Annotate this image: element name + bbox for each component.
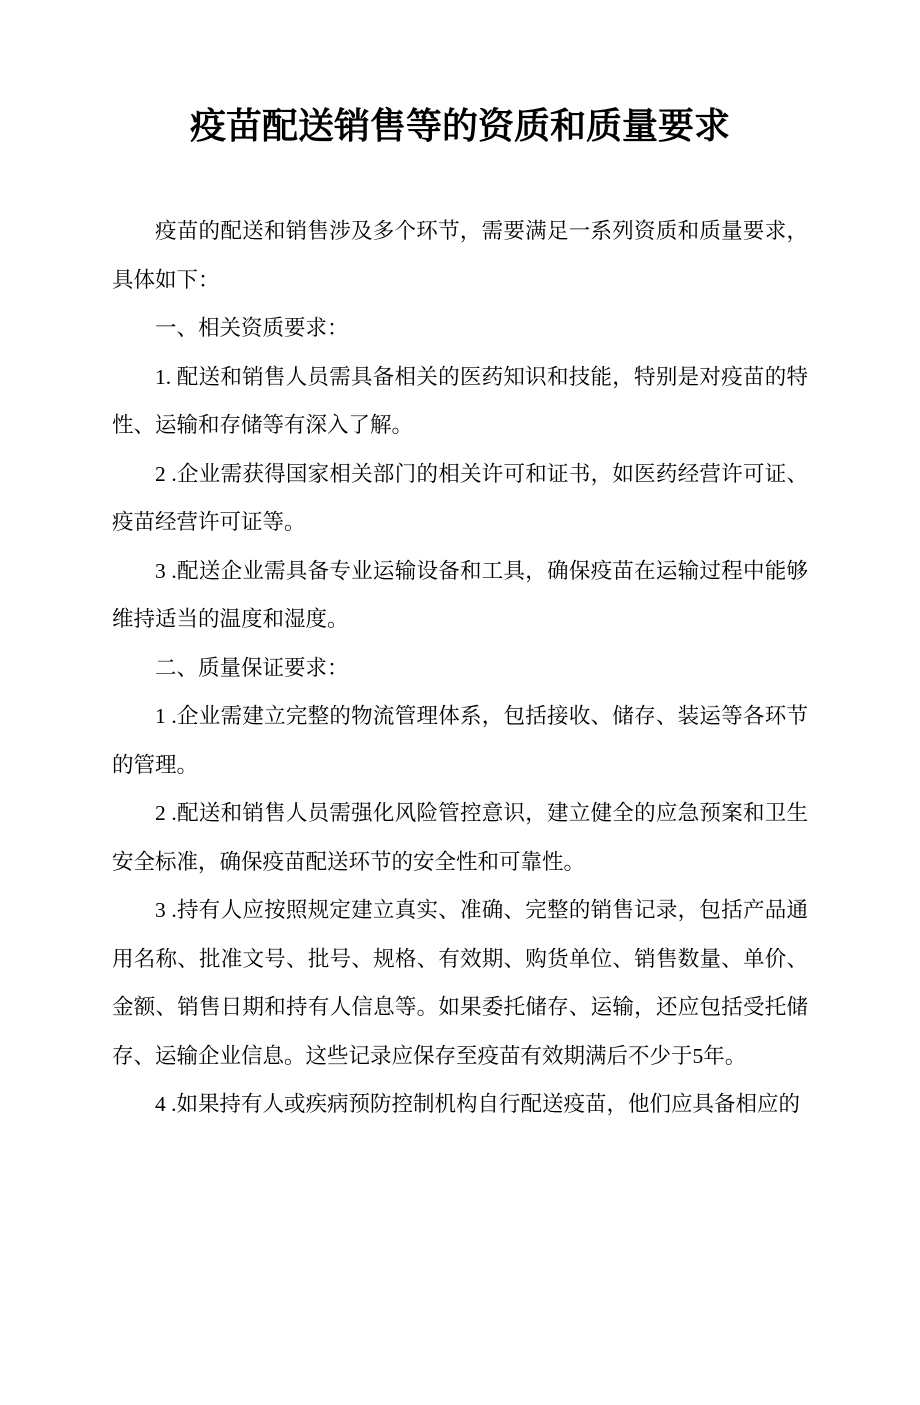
document-page	[0, 104, 920, 1405]
paragraph-item-2-1: 1 .企业需建立完整的物流管理体系，包括接收、储存、装运等各环节的管理。	[112, 704, 808, 777]
paragraph-item-1-3: 3 .配送企业需具备专业运输设备和工具，确保疫苗在运输过程中能够维持适当的温度和湿度。	[112, 558, 808, 632]
paragraph-item-2-3: 3 .持有人应按照规定建立真实、准确、完整的销售记录，包括产品通用名称、批准文号、批号、规格、有效期、购货单位、销售数量、单价、金额、销售日期和持有人信息等。如果委托储存、运输，还应包括受托储存、运输企业信息。这些记录应保存至疫苗有效期满后不少于5年。	[112, 898, 808, 1068]
section-heading-1: 一、相关资质要求：	[155, 316, 349, 341]
paragraph-item-1-2: 2 .企业需获得国家相关部门的相关许可和证书，如医药经营许可证、疫苗经营许可证等。	[112, 461, 808, 535]
document-title: 疫苗配送销售等的资质和质量要求	[189, 105, 730, 146]
paragraph-intro: 疫苗的配送和销售涉及多个环节，需要满足一系列资质和质量要求，具体如下：	[112, 219, 808, 292]
paragraph-item-2-2: 2 .配送和销售人员需强化风险管控意识，建立健全的应急预案和卫生安全标准，确保疫苗配送环节的安全性和可靠性。	[112, 801, 808, 874]
paragraph-item-1-1: 1. 配送和销售人员需具备相关的医药知识和技能，特别是对疫苗的特性、运输和存储等有深入了解。	[112, 364, 808, 438]
section-heading-2: 二、质量保证要求：	[155, 655, 349, 680]
paragraph-item-2-4: 4 .如果持有人或疾病预防控制机构自行配送疫苗，他们应具备相应的	[155, 1092, 801, 1117]
